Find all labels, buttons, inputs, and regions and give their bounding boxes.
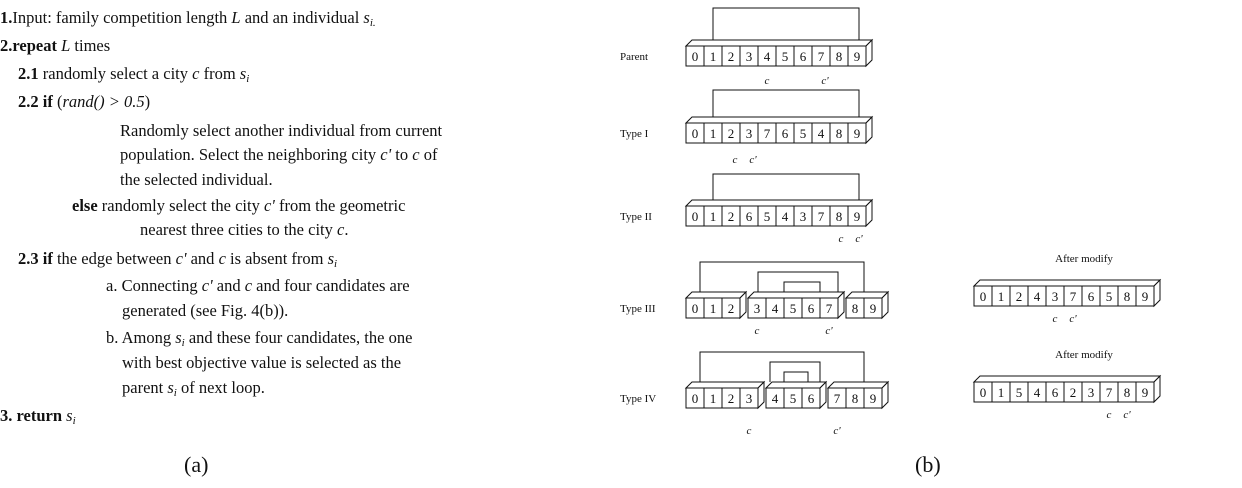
mark-c: c bbox=[746, 425, 752, 437]
text: randomly select the city bbox=[97, 196, 264, 215]
text: parent bbox=[122, 378, 168, 397]
cell-value: 5 bbox=[789, 391, 797, 406]
subscript: i bbox=[246, 73, 250, 85]
algo-line-2-1 bbox=[18, 64, 249, 89]
algo-line-2-2 bbox=[18, 92, 150, 112]
cell-value: 7 bbox=[763, 126, 771, 141]
keyword-repeat: repeat bbox=[12, 36, 57, 55]
cell-value: 4 bbox=[771, 391, 779, 406]
cell-value: 6 bbox=[781, 126, 789, 141]
var-s: s bbox=[167, 378, 174, 397]
cell-value: 9 bbox=[1141, 385, 1149, 400]
cell-value: 9 bbox=[1141, 289, 1149, 304]
keyword-if: if bbox=[38, 249, 53, 268]
subscript: i bbox=[173, 387, 177, 399]
algo-line-2-2-c bbox=[120, 170, 273, 190]
cell-value: 0 bbox=[691, 391, 699, 406]
cell-value: 7 bbox=[1069, 289, 1077, 304]
cell-value: 7 bbox=[825, 301, 833, 316]
cell-value: 1 bbox=[709, 391, 717, 406]
var-s: s bbox=[175, 328, 182, 347]
algo-line-1 bbox=[0, 8, 376, 33]
cell-value: 8 bbox=[1123, 289, 1131, 304]
algorithm-listing bbox=[0, 0, 600, 488]
subscript: i bbox=[181, 337, 185, 349]
cell-value: 1 bbox=[709, 126, 717, 141]
cell-value: 2 bbox=[727, 49, 735, 64]
algo-line-a-2 bbox=[122, 301, 288, 321]
row-label: Type III bbox=[620, 303, 656, 315]
type4-bracket-mid bbox=[784, 372, 808, 382]
cell-value: 9 bbox=[853, 209, 861, 224]
var-c: c bbox=[218, 249, 226, 268]
type1-bracket bbox=[713, 90, 859, 117]
text: b. Among bbox=[106, 328, 176, 347]
var-c-prime: c' bbox=[175, 249, 187, 268]
text: of next loop. bbox=[176, 378, 265, 397]
line-number: 2. bbox=[0, 36, 13, 55]
subscript: i bbox=[72, 415, 76, 427]
edge-assembly-figure bbox=[610, 0, 1242, 488]
var-c: c bbox=[412, 145, 420, 164]
var-c-prime: c' bbox=[201, 276, 213, 295]
cell-value: 0 bbox=[691, 49, 699, 64]
cell-value: 0 bbox=[979, 289, 987, 304]
parent-bracket bbox=[713, 8, 859, 40]
var-s: s bbox=[62, 406, 73, 425]
type4-seg2-top bbox=[766, 382, 826, 388]
mark-c-prime: c' bbox=[825, 325, 833, 337]
line-number: 1. bbox=[0, 8, 13, 27]
cell-value: 3 bbox=[1051, 289, 1059, 304]
cell-value: 8 bbox=[851, 301, 859, 316]
parent-array-top bbox=[686, 40, 872, 46]
cell-value: 4 bbox=[1033, 385, 1041, 400]
mark-c-prime: c' bbox=[833, 425, 841, 437]
algo-line-b-3 bbox=[122, 378, 265, 403]
cell-value: 5 bbox=[763, 209, 771, 224]
mark-c: c bbox=[1052, 313, 1058, 325]
cell-value: 5 bbox=[799, 126, 807, 141]
var-c: c bbox=[337, 220, 345, 239]
cell-value: 3 bbox=[799, 209, 807, 224]
cell-value: 7 bbox=[817, 209, 825, 224]
cell-value: 6 bbox=[807, 301, 815, 316]
cell-value: 3 bbox=[753, 301, 761, 316]
cell-value: 8 bbox=[835, 126, 843, 141]
text: nearest three cities to the city bbox=[140, 220, 338, 239]
cell-value: 1 bbox=[709, 301, 717, 316]
text: is absent from bbox=[225, 249, 328, 268]
text: randomly select a city bbox=[38, 64, 193, 83]
cell-value: 8 bbox=[1123, 385, 1131, 400]
cell-value: 5 bbox=[1105, 289, 1113, 304]
row-label: Type II bbox=[620, 211, 652, 223]
type3-bracket-outer bbox=[700, 262, 864, 292]
after-modify-array-top bbox=[974, 376, 1160, 382]
cell-value: 4 bbox=[763, 49, 771, 64]
cell-value: 9 bbox=[869, 391, 877, 406]
mark-c-prime: c' bbox=[1123, 409, 1131, 421]
var-c: c bbox=[244, 276, 253, 295]
text: a. Connecting bbox=[106, 276, 202, 295]
line-number: 3. bbox=[0, 406, 13, 425]
cell-value: 6 bbox=[1087, 289, 1095, 304]
mark-c: c bbox=[764, 75, 770, 87]
cell-value: 6 bbox=[807, 391, 815, 406]
cell-value: 0 bbox=[691, 301, 699, 316]
text: and an individual bbox=[240, 8, 364, 27]
algo-line-2-2-a bbox=[120, 121, 442, 141]
var-l: L bbox=[56, 36, 71, 55]
var-s: s bbox=[239, 64, 247, 83]
mark-c: c bbox=[1106, 409, 1112, 421]
var-s: s bbox=[363, 8, 370, 27]
line-number: 2.2 bbox=[18, 92, 39, 111]
text: and four candidates are bbox=[252, 276, 410, 295]
cell-value: 8 bbox=[851, 391, 859, 406]
type3-seg1-top bbox=[686, 292, 746, 298]
text: of bbox=[419, 145, 438, 164]
text: from the geometric bbox=[274, 196, 406, 215]
algo-line-2-2-b bbox=[120, 145, 437, 165]
mark-c-prime: c' bbox=[855, 233, 863, 245]
text: times bbox=[70, 36, 111, 55]
cell-value: 5 bbox=[1015, 385, 1023, 400]
cell-value: 9 bbox=[853, 126, 861, 141]
caption-a: (a) bbox=[184, 452, 209, 477]
line-number: 2.3 bbox=[18, 249, 39, 268]
algo-line-else bbox=[72, 196, 405, 216]
text: the selected individual. bbox=[120, 170, 273, 189]
var-c-prime: c' bbox=[380, 145, 392, 164]
cell-value: 1 bbox=[997, 385, 1005, 400]
algo-line-else-2 bbox=[140, 220, 348, 240]
text: generated (see Fig. 4(b)). bbox=[122, 301, 289, 320]
cell-value: 4 bbox=[1033, 289, 1041, 304]
cell-value: 3 bbox=[1087, 385, 1095, 400]
cell-value: 7 bbox=[833, 391, 841, 406]
after-modify-title: After modify bbox=[1055, 349, 1113, 361]
type2-array-top bbox=[686, 200, 872, 206]
cell-value: 0 bbox=[979, 385, 987, 400]
text: Input: family competition length bbox=[12, 8, 232, 27]
cell-value: 7 bbox=[817, 49, 825, 64]
algo-line-b-2 bbox=[122, 353, 401, 373]
type3-seg2-top bbox=[748, 292, 844, 298]
cell-value: 2 bbox=[727, 301, 735, 316]
text: with best objective value is selected as the bbox=[122, 353, 402, 372]
after-modify-array-top bbox=[974, 280, 1160, 286]
text: to bbox=[391, 145, 413, 164]
cell-value: 2 bbox=[727, 126, 735, 141]
algo-line-2-3 bbox=[18, 249, 337, 274]
algo-line-2 bbox=[0, 36, 110, 56]
type3-seg3-top bbox=[846, 292, 888, 298]
cell-value: 7 bbox=[1105, 385, 1113, 400]
text: from bbox=[199, 64, 240, 83]
var-c-prime: c' bbox=[263, 196, 275, 215]
row-label: Parent bbox=[620, 51, 649, 63]
algo-line-a bbox=[106, 276, 410, 296]
cell-value: 3 bbox=[745, 391, 753, 406]
text: Randomly select another individual from current bbox=[120, 121, 443, 140]
cell-value: 2 bbox=[1015, 289, 1023, 304]
text: ( bbox=[52, 92, 63, 111]
cell-value: 9 bbox=[869, 301, 877, 316]
text: ) bbox=[144, 92, 151, 111]
type4-seg1-top bbox=[686, 382, 764, 388]
cell-value: 2 bbox=[1069, 385, 1077, 400]
cell-value: 2 bbox=[727, 391, 735, 406]
mark-c-prime: c' bbox=[1069, 313, 1077, 325]
mark-c-prime: c' bbox=[749, 154, 757, 166]
var-l: L bbox=[231, 8, 241, 27]
keyword-return: return bbox=[12, 406, 63, 425]
cell-value: 8 bbox=[835, 209, 843, 224]
row-label: Type I bbox=[620, 128, 649, 140]
cell-value: 6 bbox=[745, 209, 753, 224]
cell-value: 4 bbox=[771, 301, 779, 316]
type1-array-top bbox=[686, 117, 872, 123]
cell-value: 5 bbox=[789, 301, 797, 316]
var-c: c bbox=[192, 64, 200, 83]
type4-seg3-top bbox=[828, 382, 888, 388]
caption-b: (b) bbox=[915, 452, 941, 477]
line-number: 2.1 bbox=[18, 64, 39, 83]
cell-value: 3 bbox=[745, 126, 753, 141]
row-label: Type IV bbox=[620, 393, 657, 405]
mark-c: c bbox=[732, 154, 738, 166]
type2-bracket bbox=[713, 174, 859, 200]
cell-value: 1 bbox=[709, 49, 717, 64]
cell-value: 0 bbox=[691, 209, 699, 224]
keyword-else: else bbox=[72, 196, 98, 215]
cell-value: 8 bbox=[835, 49, 843, 64]
after-modify-title: After modify bbox=[1055, 253, 1113, 265]
keyword-if: if bbox=[38, 92, 53, 111]
text: . bbox=[344, 220, 349, 239]
cell-value: 0 bbox=[691, 126, 699, 141]
cell-value: 6 bbox=[799, 49, 807, 64]
mark-c: c bbox=[838, 233, 844, 245]
algo-line-3 bbox=[0, 406, 76, 431]
cell-value: 5 bbox=[781, 49, 789, 64]
cell-value: 1 bbox=[709, 209, 717, 224]
cell-value: 2 bbox=[727, 209, 735, 224]
text: and bbox=[186, 249, 219, 268]
mark-c-prime: c' bbox=[821, 75, 829, 87]
text: and bbox=[212, 276, 245, 295]
type3-bracket-mid bbox=[784, 282, 820, 292]
cell-value: 4 bbox=[781, 209, 789, 224]
cell-value: 4 bbox=[817, 126, 825, 141]
algo-line-b bbox=[106, 328, 412, 353]
cell-value: 1 bbox=[997, 289, 1005, 304]
subscript: i bbox=[334, 258, 338, 270]
text: and these four candidates, the one bbox=[184, 328, 413, 347]
condition: rand() > 0.5 bbox=[62, 92, 145, 111]
text: the edge between bbox=[52, 249, 176, 268]
cell-value: 6 bbox=[1051, 385, 1059, 400]
type4-bracket-outer bbox=[700, 352, 864, 382]
mark-c: c bbox=[754, 325, 760, 337]
text: population. Select the neighboring city bbox=[120, 145, 381, 164]
cell-value: 9 bbox=[853, 49, 861, 64]
var-s: s bbox=[327, 249, 335, 268]
subscript: i. bbox=[369, 17, 376, 29]
cell-value: 3 bbox=[745, 49, 753, 64]
